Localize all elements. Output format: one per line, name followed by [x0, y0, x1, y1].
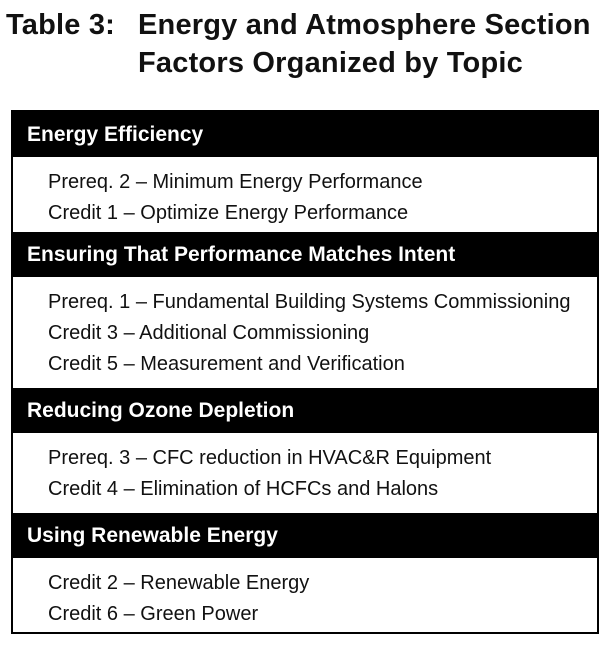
section-header: Reducing Ozone Depletion	[13, 388, 597, 433]
table-number-label: Table 3:	[6, 9, 116, 41]
section-header: Using Renewable Energy	[13, 513, 597, 558]
section-using-renewable-energy	[13, 513, 597, 638]
list-item: Prereq. 2 – Minimum Energy Performance	[48, 171, 423, 193]
list-item: Prereq. 3 – CFC reduction in HVAC&R Equipment	[48, 447, 492, 469]
section-items	[13, 157, 597, 232]
title-line-1: Energy and Atmosphere Section	[138, 9, 591, 41]
section-energy-efficiency	[13, 112, 597, 232]
list-item: Credit 1 – Optimize Energy Performance	[48, 202, 409, 224]
section-header: Energy Efficiency	[13, 112, 597, 157]
list-item: Credit 3 – Additional Commissioning	[48, 322, 370, 344]
title-line-2: Factors Organized by Topic	[138, 47, 523, 79]
factors-table	[11, 110, 599, 634]
section-header: Ensuring That Performance Matches Intent	[13, 232, 597, 277]
section-items	[13, 433, 597, 513]
section-items	[13, 558, 597, 638]
list-item: Credit 2 – Renewable Energy	[48, 572, 310, 594]
table-title	[6, 6, 591, 82]
list-item: Credit 4 – Elimination of HCFCs and Halons	[48, 478, 439, 500]
section-performance-matches-intent	[13, 232, 597, 388]
section-reducing-ozone-depletion	[13, 388, 597, 513]
list-item: Prereq. 1 – Fundamental Building Systems Commissioning	[48, 291, 571, 313]
list-item: Credit 5 – Measurement and Verification	[48, 353, 405, 375]
list-item: Credit 6 – Green Power	[48, 603, 259, 625]
section-items	[13, 277, 597, 388]
